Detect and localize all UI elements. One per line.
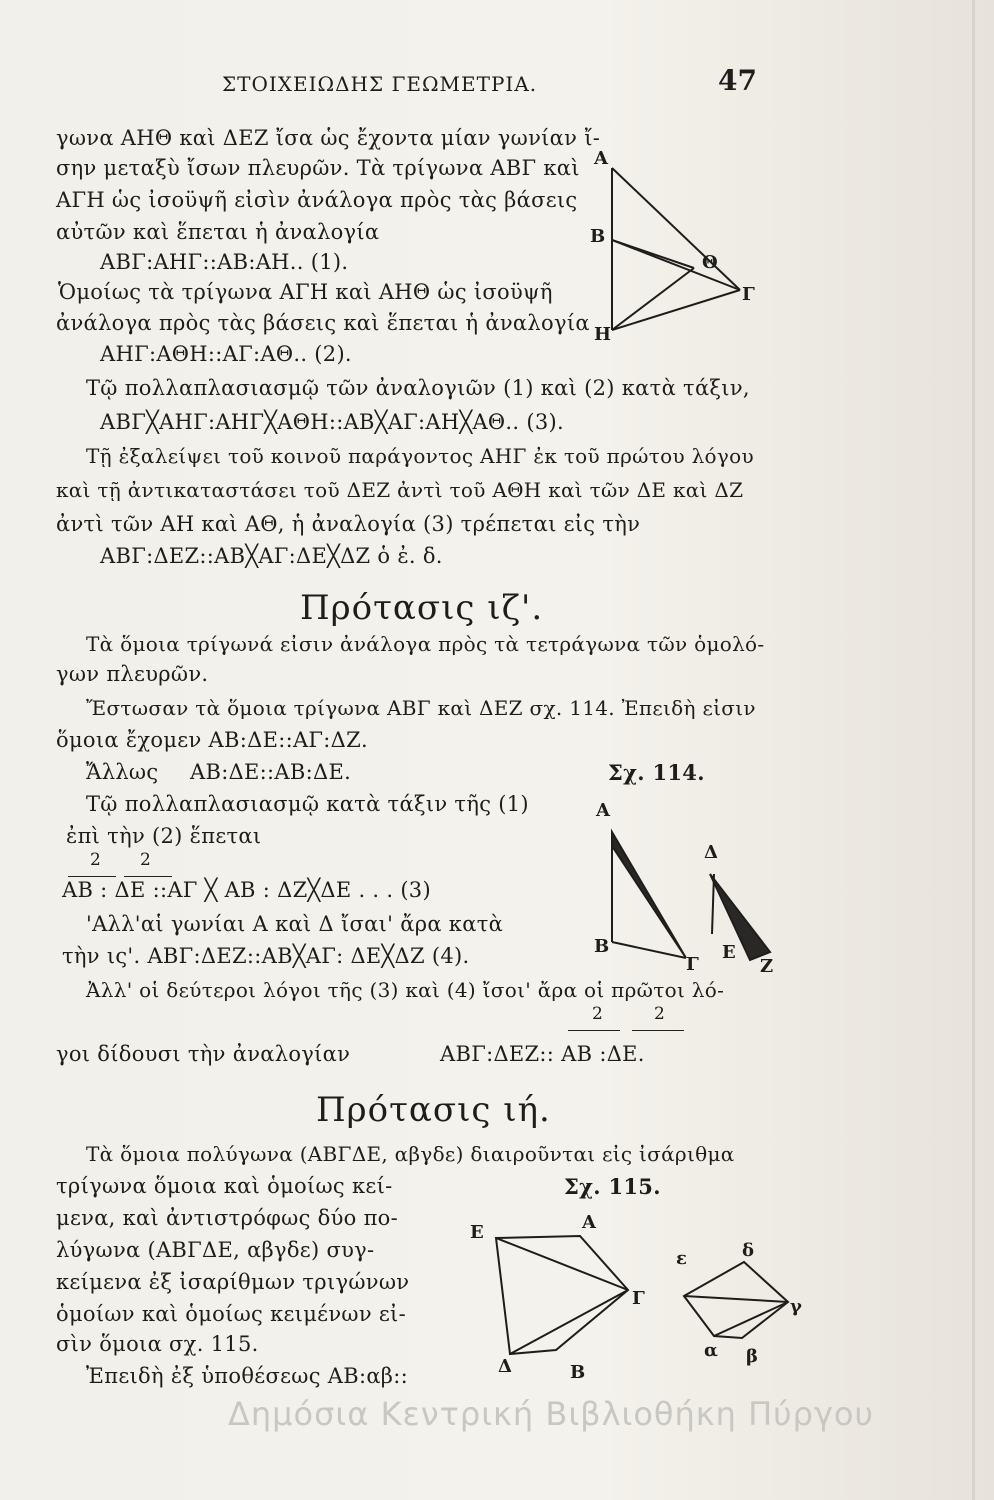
- text-line: ΑΒΓ:ΔΕΖ::ΑΒ╳ΑΓ:ΔΕ╳ΔΖ ὁ ἐ. δ.: [100, 544, 443, 568]
- text-line: ὁμοίων καὶ ὁμοίως κειμένων εἰ-: [56, 1302, 406, 1326]
- vertex-label: Ε: [470, 1222, 484, 1243]
- text-line: ΑΗΓ:ΑΘΗ::ΑΓ:ΑΘ.. (2).: [100, 342, 352, 366]
- vertex-label: Η: [594, 324, 612, 345]
- vertex-label: Γ: [686, 954, 699, 975]
- diagonal: [496, 1238, 628, 1290]
- text-line: σὶν ὅμοια σχ. 115.: [56, 1332, 259, 1356]
- vertex-label: Θ: [702, 252, 718, 273]
- vertex-label: Β: [570, 1362, 586, 1383]
- library-watermark: Δημόσια Κεντρική Βιβλιοθήκη Πύργου: [228, 1395, 874, 1433]
- text-line: Ἐπειδὴ ἐξ ὑποθέσεως ΑΒ:αβ::: [86, 1364, 408, 1388]
- vertex-label: Α: [596, 800, 610, 821]
- exponent: 2: [90, 850, 102, 870]
- figure-ref: Σχ. 115.: [564, 1174, 661, 1199]
- text-line: γων πλευρῶν.: [56, 662, 209, 686]
- vertex-label: δ: [742, 1240, 755, 1261]
- text-line: ΑΒΓ:ΑΗΓ::ΑΒ:ΑΗ.. (1).: [100, 250, 349, 274]
- segment: [712, 874, 714, 934]
- text-line: κείμενα ἐξ ἰσαρίθμων τριγώνων: [56, 1270, 410, 1294]
- triangle-abg: [612, 832, 686, 958]
- segment: [612, 168, 740, 290]
- text-line: Ἔστωσαν τὰ ὅμοια τρίγωνα ΑΒΓ καὶ ΔΕΖ σχ. 114. Ἐπειδὴ εἰσιν: [86, 696, 756, 720]
- running-title: ΣΤΟΙΧΕΙΩΔΗΣ ΓΕΩΜΕΤΡΙΑ.: [222, 72, 538, 96]
- figure-113: [612, 168, 740, 330]
- text-line: σην μεταξὺ ἴσων πλευρῶν. Τὰ τρίγωνα ΑΒΓ καὶ: [56, 156, 580, 180]
- text-line: ἀντὶ τῶν ΑΗ καὶ ΑΘ, ἡ ἀναλογία (3) τρέπεται εἰς τὴν: [56, 512, 641, 536]
- vertex-label: ε: [676, 1248, 687, 1269]
- vertex-label: Β: [594, 936, 610, 957]
- text-line: Τῷ πολλαπλασιασμῷ τῶν ἀναλογιῶν (1) καὶ (2) κατὰ τάξιν,: [86, 376, 750, 400]
- diagonal: [684, 1296, 788, 1302]
- vertex-label: Δ: [498, 1356, 512, 1377]
- text-line: Ἀλλ' οἱ δεύτεροι λόγοι τῆς (3) καὶ (4) ἴσοι' ἄρα οἱ πρῶτοι λό-: [86, 978, 725, 1002]
- vertex-label: Γ: [632, 1288, 645, 1309]
- text-line: ΑΒΓ:ΔΕΖ:: ΑΒ :ΔΕ.: [440, 1042, 645, 1066]
- text-line: καὶ τῇ ἀντικαταστάσει τοῦ ΔΕΖ ἀντὶ τοῦ ΑΘΗ καὶ τῶν ΔΕ καὶ ΔΖ: [56, 478, 744, 502]
- figure-ref: Σχ. 114.: [608, 760, 705, 785]
- text-line: αὐτῶν καὶ ἕπεται ἡ ἀναλογία: [56, 220, 380, 244]
- text-line: τρίγωνα ὅμοια καὶ ὁμοίως κεί-: [56, 1174, 393, 1198]
- text-line: ἐπὶ τὴν (2) ἕπεται: [66, 824, 262, 848]
- text-line: Ἄλλως: [86, 760, 159, 784]
- text-line: μενα, καὶ ἀντιστρόφως δύο πο-: [56, 1206, 399, 1230]
- text-line: Τὰ ὅμοια πολύγωνα (ΑΒΓΔΕ, αβγδε) διαιροῦνται εἰς ἰσάριθμα: [86, 1142, 735, 1166]
- text-line: λύγωνα (ΑΒΓΔΕ, αβγδε) συγ-: [56, 1238, 375, 1262]
- vertex-label: Ζ: [760, 956, 774, 977]
- segment: [612, 240, 694, 268]
- triangle-dez: [710, 874, 770, 960]
- text-line: ἀνάλογα πρὸς τὰς βάσεις καὶ ἕπεται ἡ ἀναλογία: [56, 311, 590, 335]
- text-line: Τῇ ἐξαλείψει τοῦ κοινοῦ παράγοντος ΑΗΓ ἐκ τοῦ πρώτου λόγου: [86, 444, 754, 468]
- text-line: ὅμοια ἔχομεν ΑΒ:ΔΕ::ΑΓ:ΔΖ.: [56, 728, 368, 752]
- exponent: 2: [592, 1004, 604, 1024]
- vertex-label: Δ: [704, 842, 718, 863]
- text-line: Τῷ πολλαπλασιασμῷ κατὰ τάξιν τῆς (1): [86, 792, 529, 816]
- text-line: ΑΓΗ ὡς ἰσοϋψῆ εἰσὶν ἀνάλογα πρὸς τὰς βάσεις: [56, 188, 578, 212]
- page-number: 47: [718, 64, 757, 97]
- segment: [612, 290, 740, 330]
- polygon-ABGDE: [496, 1236, 628, 1354]
- segment: [612, 268, 694, 330]
- proposition-title: Πρότασις ιζ'.: [300, 588, 544, 628]
- text-line: ΑΒ : ΔΕ ::ΑΓ ╳ ΑΒ : ΔΖ╳ΔΕ . . . (3): [62, 878, 431, 902]
- vertex-label: γ: [790, 1296, 802, 1317]
- segment: [612, 942, 686, 958]
- figure-114: [612, 832, 770, 960]
- diagonal: [510, 1290, 628, 1354]
- vertex-label: Γ: [742, 284, 755, 305]
- text-line: γοι δίδουσι τὴν ἀναλογίαν: [56, 1042, 351, 1066]
- text-line: ΑΒΓ╳ΑΗΓ:ΑΗΓ╳ΑΘΗ::ΑΒ╳ΑΓ:ΑΗ╳ΑΘ.. (3).: [100, 410, 564, 434]
- proposition-title: Πρότασις ιή.: [316, 1090, 551, 1130]
- text-line: ΑΒ:ΔΕ::ΑΒ:ΔΕ.: [190, 760, 352, 784]
- exponent: 2: [140, 850, 152, 870]
- vertex-label: β: [746, 1346, 758, 1367]
- text-line: 'Αλλ'αἱ γωνίαι Α καὶ Δ ἴσαι' ἄρα κατὰ: [86, 912, 504, 936]
- vertex-label: Α: [594, 148, 608, 169]
- exponent: 2: [654, 1004, 666, 1024]
- text-line: γωνα ΑΗΘ καὶ ΔΕΖ ἴσα ὡς ἔχοντα μίαν γωνίαν ἴ-: [56, 126, 601, 150]
- vertex-label: Β: [590, 226, 606, 247]
- vertex-label: Α: [582, 1212, 596, 1233]
- text-line: Τὰ ὅμοια τρίγωνά εἰσιν ἀνάλογα πρὸς τὰ τετράγωνα τῶν ὁμολό-: [86, 632, 765, 656]
- vertex-label: Ε: [722, 942, 736, 963]
- text-line: Ὁμοίως τὰ τρίγωνα ΑΓΗ καὶ ΑΗΘ ὡς ἰσοϋψῆ: [58, 280, 553, 304]
- vertex-label: α: [704, 1340, 718, 1361]
- text-line: τὴν ις'. ΑΒΓ:ΔΕΖ::ΑΒ╳ΑΓ: ΔΕ╳ΔΖ (4).: [62, 944, 470, 968]
